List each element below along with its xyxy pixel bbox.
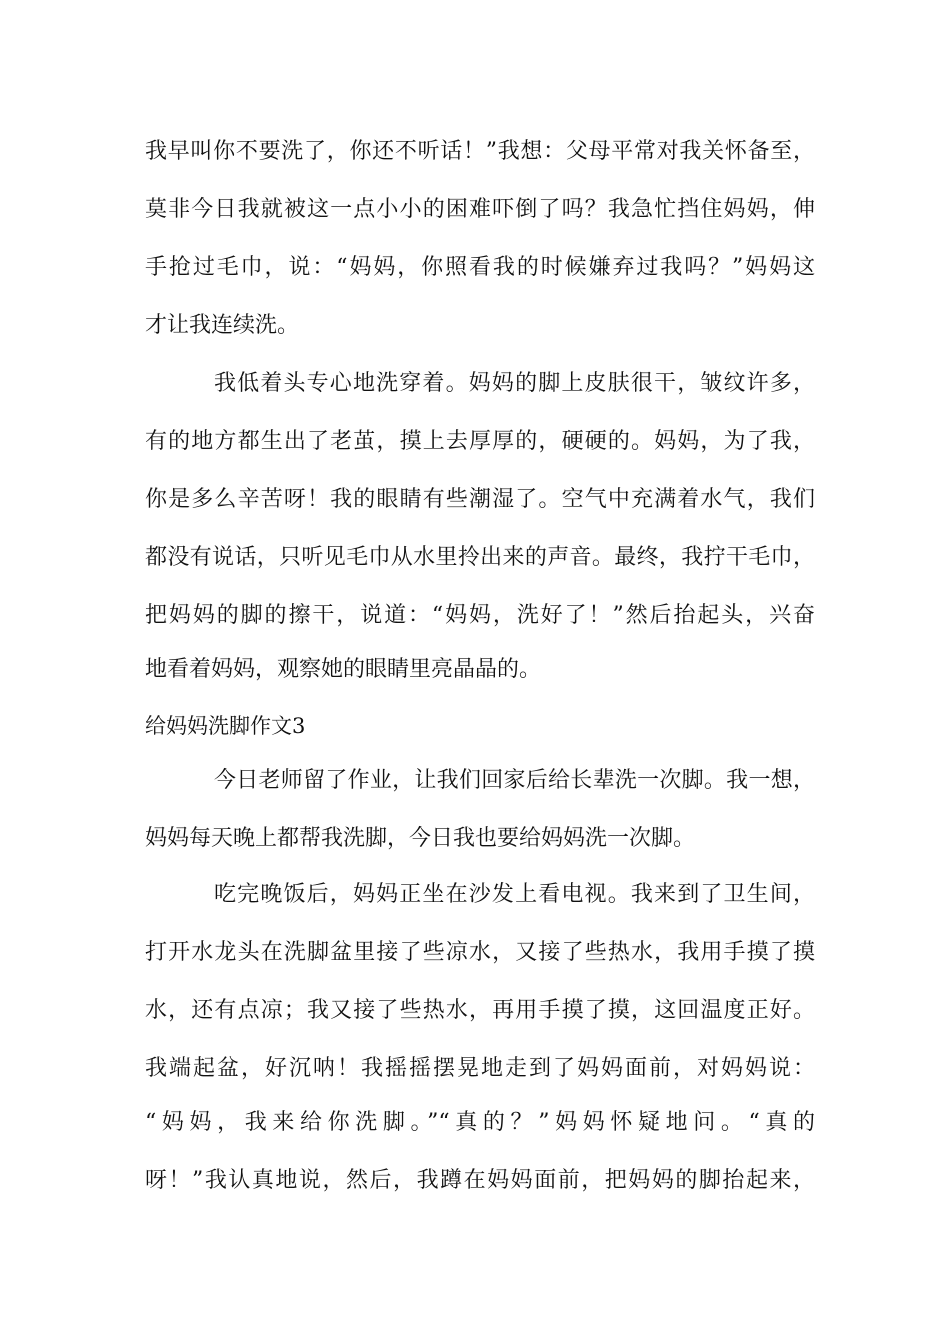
text-line: 吃完晚饭后，妈妈正坐在沙发上看电视。我来到了卫生间，	[214, 882, 815, 907]
text-line: 莫非今日我就被这一点小小的困难吓倒了吗？我急忙挡住妈妈，伸	[145, 197, 815, 222]
text-line: 手抢过毛巾，说：“妈妈，你照看我的时候嫌弃过我吗？”妈妈这	[145, 255, 815, 280]
section-heading: 给妈妈洗脚作文3	[145, 714, 306, 738]
text-line: 地看着妈妈，观察她的眼睛里亮晶晶的。	[145, 657, 542, 682]
text-line: 都没有说话，只听见毛巾从水里拎出来的声音。最终，我拧干毛巾，	[145, 545, 815, 570]
text-line: 妈妈每天晚上都帮我洗脚，今日我也要给妈妈洗一次脚。	[145, 826, 696, 851]
text-line: 今日老师留了作业，让我们回家后给长辈洗一次脚。我一想，	[214, 768, 815, 793]
text-line: 我早叫你不要洗了，你还不听话！”我想：父母平常对我关怀备至，	[145, 139, 815, 164]
text-line: 打开水龙头在洗脚盆里接了些凉水，又接了些热水，我用手摸了摸	[145, 940, 815, 965]
text-line: 有的地方都生出了老茧，摸上去厚厚的，硬硬的。妈妈，为了我，	[145, 429, 815, 454]
text-line: 水，还有点凉；我又接了些热水，再用手摸了摸，这回温度正好。	[145, 998, 815, 1023]
text-line: 把妈妈的脚的擦干，说道：“妈妈，洗好了！”然后抬起头，兴奋	[145, 603, 815, 628]
text-line: “妈妈，我来给你洗脚。”“真的？”妈妈怀疑地问。“真的	[145, 1110, 815, 1135]
text-line: 你是多么辛苦呀！我的眼睛有些潮湿了。空气中充满着水气，我们	[145, 487, 815, 512]
text-line: 我端起盆，好沉呐！我摇摇摆晃地走到了妈妈面前，对妈妈说：	[145, 1056, 815, 1081]
text-line: 我低着头专心地洗穿着。妈妈的脚上皮肤很干，皱纹许多，	[214, 371, 815, 396]
text-line: 呀！”我认真地说，然后，我蹲在妈妈面前，把妈妈的脚抬起来，	[145, 1168, 815, 1193]
text-line: 才让我连续洗。	[145, 313, 300, 338]
